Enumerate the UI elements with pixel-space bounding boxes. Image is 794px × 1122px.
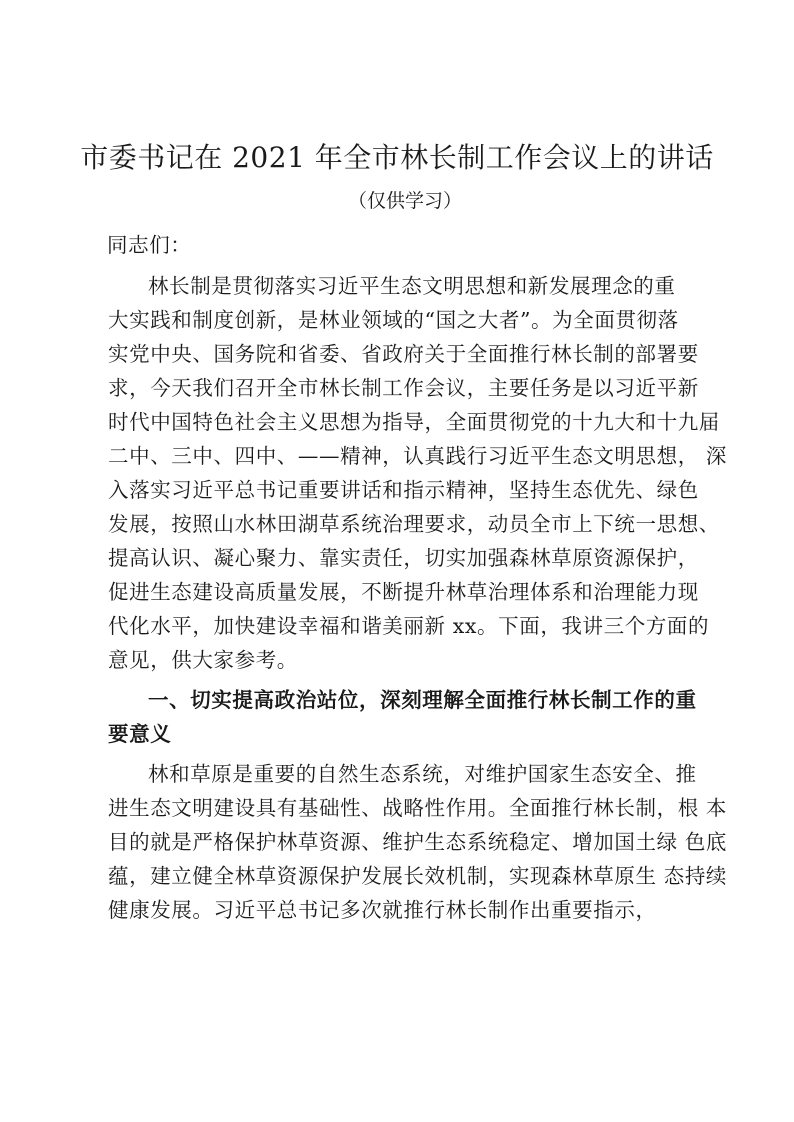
paragraph-line: 蕴，建立健全林草资源保护发展长效机制，实现森林草原生 态持续 xyxy=(108,864,728,888)
paragraph-line: 大实践和制度创新，是林业领域的“国之大者”。为全面贯彻落 xyxy=(108,308,679,332)
paragraph-line: 提高认识、凝心聚力、靠实责任，切实加强森林草原资源保护， xyxy=(108,546,699,570)
paragraph-line: 健康发展。习近平总书记多次就推行林长制作出重要指示， xyxy=(108,898,657,922)
section-heading: 一、切实提高政治站位，深刻理解全面推行林长制工作的重 xyxy=(148,688,697,712)
paragraph-line: 时代中国特色社会主义思想为指导，全面贯彻党的十九大和十九届 xyxy=(108,410,720,434)
paragraph-line: 进生态文明建设具有基础性、战略性作用。全面推行林长制，根 本 xyxy=(108,796,728,820)
paragraph-line: 意见，供大家参考。 xyxy=(108,648,298,672)
document-subtitle: （仅供学习） xyxy=(347,190,462,212)
paragraph-line: 入落实习近平总书记重要讲话和指示精神，坚持生态优先、绿色 xyxy=(108,478,699,502)
paragraph-line: 发展，按照山水林田湖草系统治理要求，动员全市上下统一思想、 xyxy=(108,512,720,536)
paragraph-line: 二中、三中、四中、——精神，认真践行习近平生态文明思想， 深 xyxy=(108,444,728,468)
paragraph-line: 促进生态建设高质量发展，不断提升林草治理体系和治理能力现 xyxy=(108,580,699,604)
paragraph-line: 代化水平，加快建设幸福和谐美丽新 xx。下面，我讲三个方面的 xyxy=(108,614,710,638)
paragraph-line: 林长制是贯彻落实习近平生态文明思想和新发展理念的重 xyxy=(148,274,676,298)
paragraph-line: 实党中央、国务院和省委、省政府关于全面推行林长制的部署要 xyxy=(108,342,699,366)
salutation: 同志们： xyxy=(107,233,192,257)
paragraph-line: 目的就是严格保护林草资源、维护生态系统稳定、增加国土绿 色底 xyxy=(108,830,728,854)
paragraph-line: 求，今天我们召开全市林长制工作会议，主要任务是以习近平新 xyxy=(108,376,699,400)
document-title: 市委书记在 2021 年全市林长制工作会议上的讲话 xyxy=(80,141,714,174)
paragraph-line: 林和草原是重要的自然生态系统，对维护国家生态安全、推 xyxy=(148,762,697,786)
section-heading-continued: 要意义 xyxy=(108,722,172,746)
